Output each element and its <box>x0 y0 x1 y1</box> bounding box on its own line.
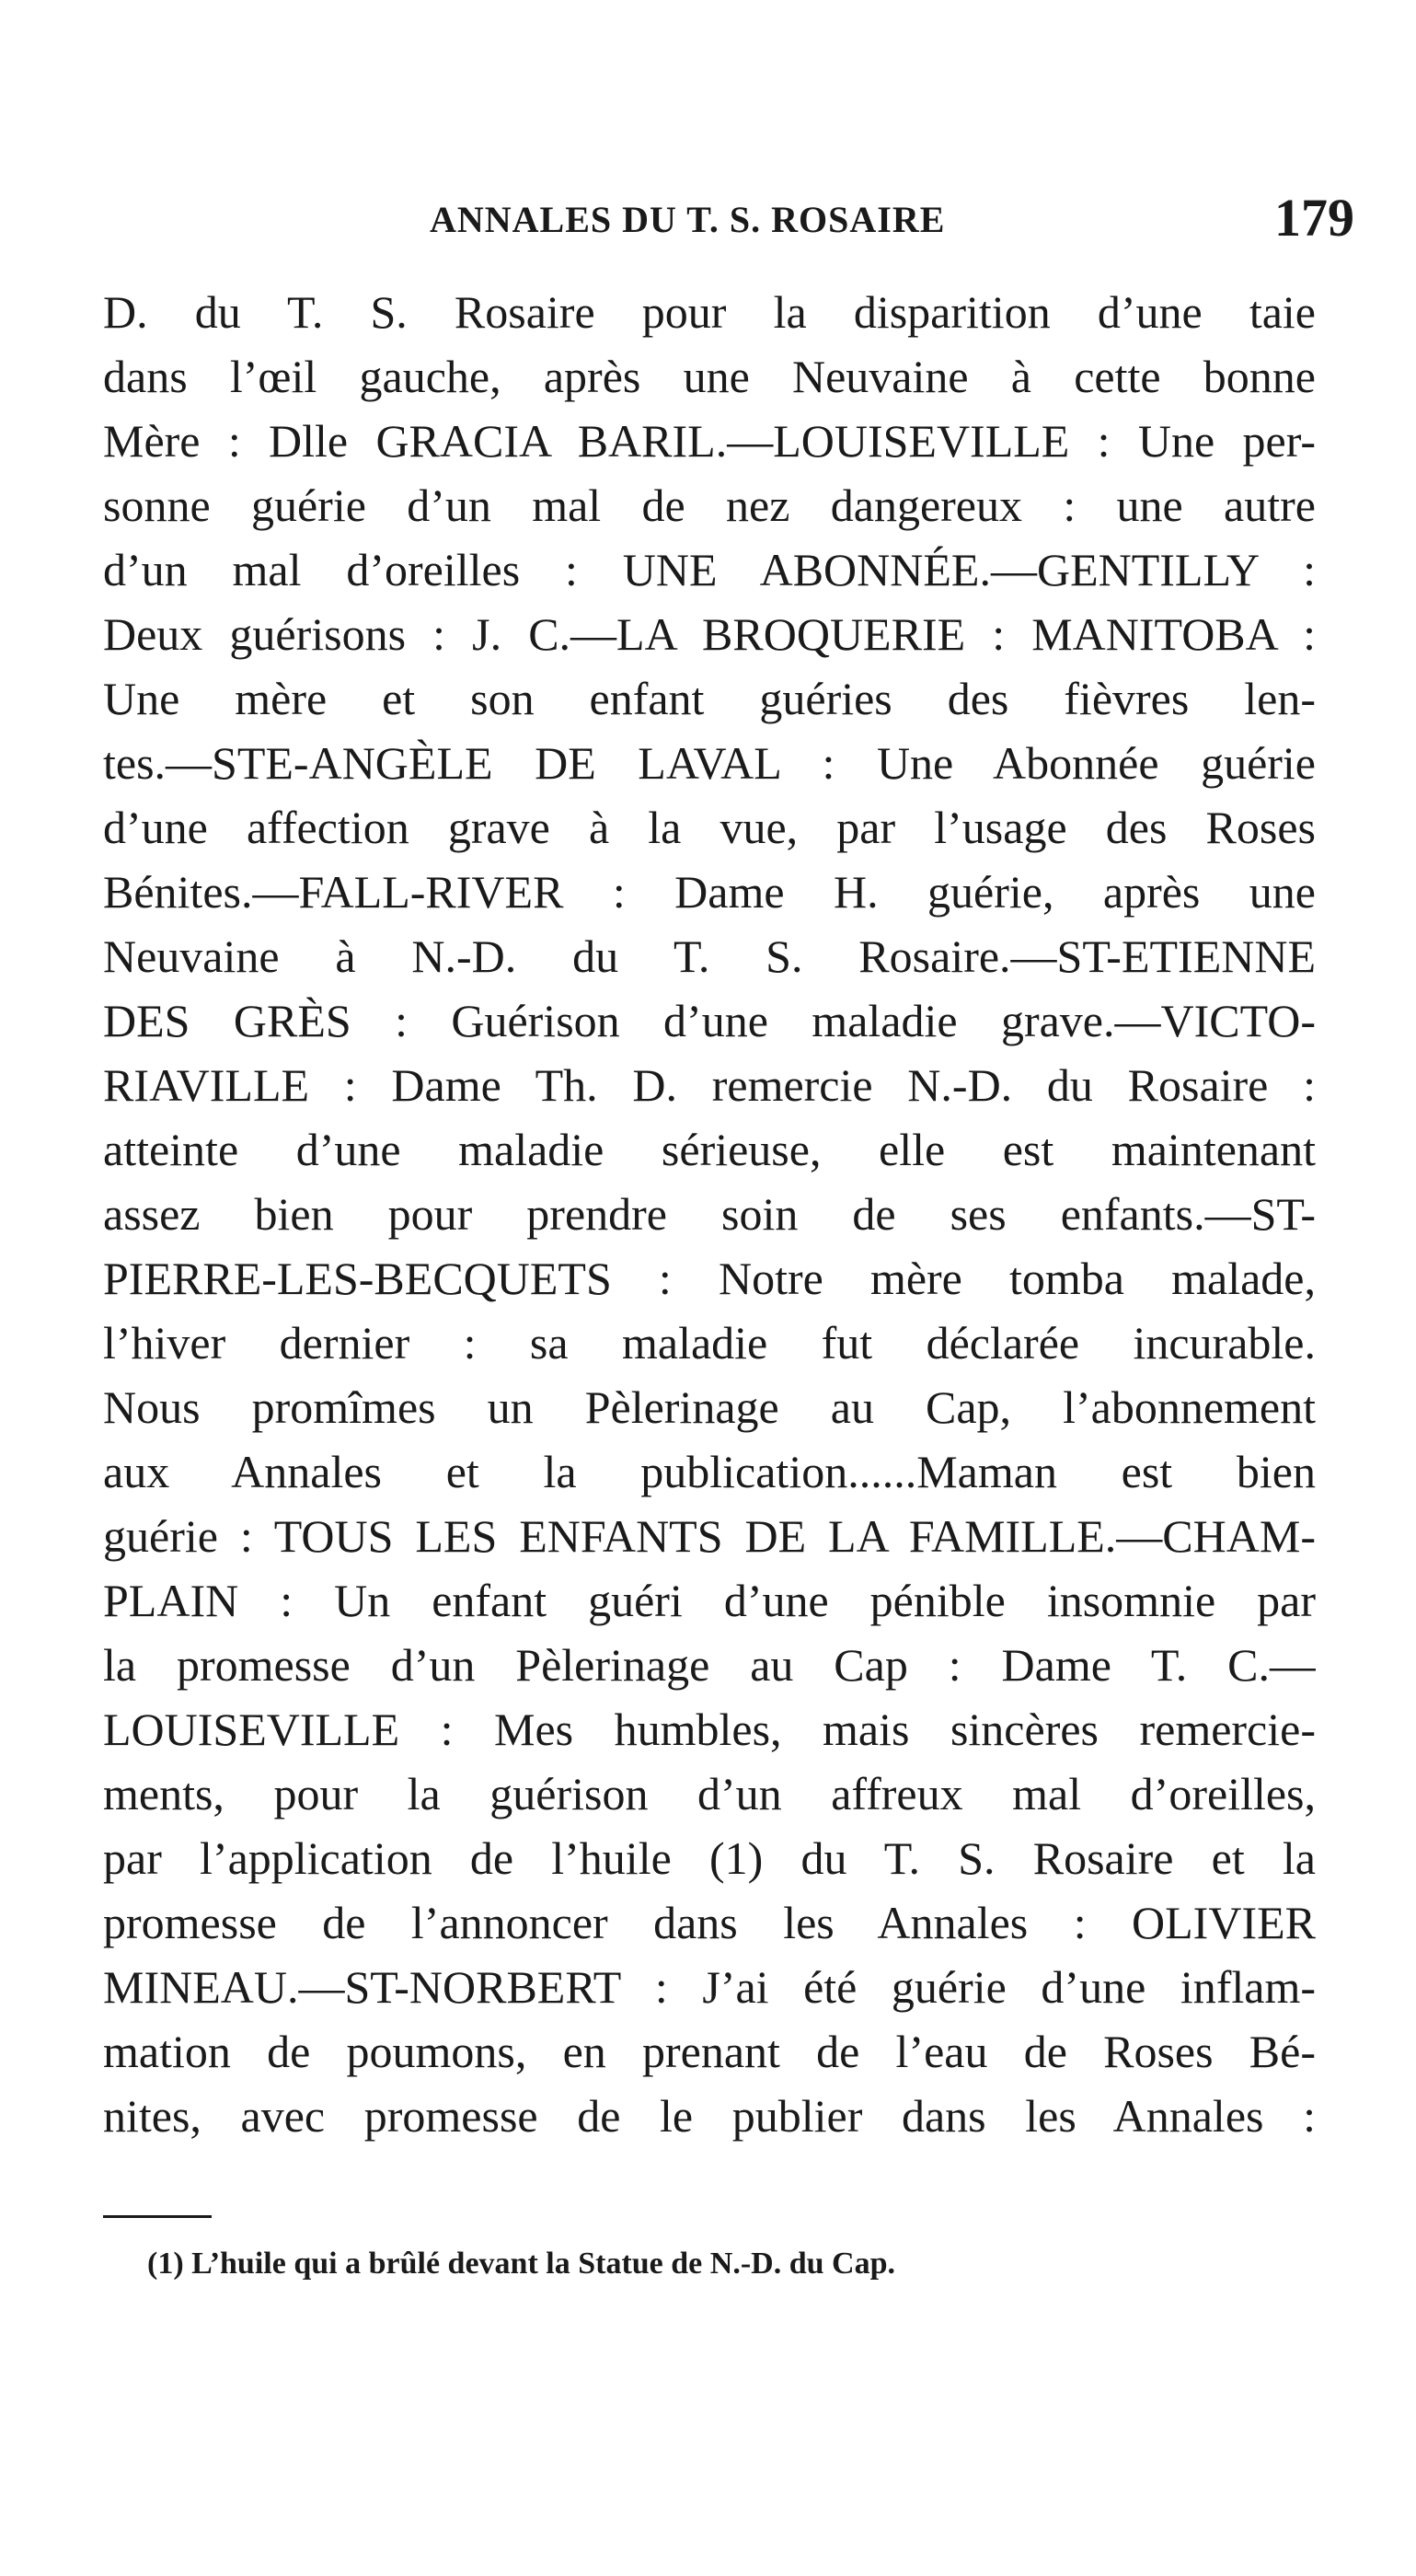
text-line: mation de poumons, en prenant de l’eau de Roses Bé- <box>103 2026 1316 2077</box>
text-line: Une mère et son enfant guéries des fièvres len- <box>103 673 1316 724</box>
page-number: 179 <box>1274 188 1354 248</box>
text-line: Nous promîmes un Pèlerinage au Cap, l’abonnement <box>103 1381 1316 1433</box>
text-line: Mère : Dlle GRACIA BARIL.—LOUISEVILLE : Une per- <box>103 415 1316 467</box>
text-line: DES GRÈS : Guérison d’une maladie grave.—VICTO- <box>103 995 1316 1046</box>
page-header <box>103 189 1354 262</box>
text-line: MINEAU.—ST-NORBERT : J’ai été guérie d’une inflam- <box>103 1961 1316 2013</box>
footnote-separator <box>103 2215 212 2218</box>
text-line: PIERRE-LES-BECQUETS : Notre mère tomba malade, <box>103 1253 1316 1304</box>
text-line: sonne guérie d’un mal de nez dangereux : une autre <box>103 479 1316 531</box>
text-line: RIAVILLE : Dame Th. D. remercie N.-D. du Rosaire : <box>103 1059 1316 1111</box>
text-line: aux Annales et la publication......Maman est bien <box>103 1446 1316 1497</box>
text-line: LOUISEVILLE : Mes humbles, mais sincères remercie- <box>103 1704 1316 1755</box>
text-line: PLAIN : Un enfant guéri d’une pénible insomnie par <box>103 1575 1316 1626</box>
text-line: Bénites.—FALL-RIVER : Dame H. guérie, après une <box>103 866 1316 918</box>
text-line: assez bien pour prendre soin de ses enfants.—ST- <box>103 1188 1316 1240</box>
text-line: promesse de l’annoncer dans les Annales : OLIVIER <box>103 1897 1316 1948</box>
text-line: la promesse d’un Pèlerinage au Cap : Dame T. C.— <box>103 1639 1316 1691</box>
text-line: guérie : TOUS LES ENFANTS DE LA FAMILLE.—CHAM- <box>103 1510 1316 1562</box>
text-line: d’un mal d’oreilles : UNE ABONNÉE.—GENTILLY : <box>103 544 1316 595</box>
text-line: tes.—STE-ANGÈLE DE LAVAL : Une Abonnée guérie <box>103 737 1316 789</box>
text-line: Neuvaine à N.-D. du T. S. Rosaire.—ST-ETIENNE <box>103 930 1316 982</box>
text-line: par l’application de l’huile (1) du T. S. Rosaire et la <box>103 1832 1316 1884</box>
text-line: l’hiver dernier : sa maladie fut déclarée incurable. <box>103 1317 1316 1369</box>
footnote: (1) L’huile qui a brûlé devant la Statue de N.-D. du Cap. <box>147 2247 895 2281</box>
text-line: Deux guérisons : J. C.—LA BROQUERIE : MANITOBA : <box>103 608 1316 660</box>
text-line: ments, pour la guérison d’un affreux mal d’oreilles, <box>103 1768 1316 1819</box>
text-line: atteinte d’une maladie sérieuse, elle est maintenant <box>103 1124 1316 1175</box>
running-title: ANNALES DU T. S. ROSAIRE <box>430 199 946 240</box>
body-text <box>103 280 1316 2148</box>
text-line: D. du T. S. Rosaire pour la disparition d’une taie <box>103 286 1316 338</box>
text-line: dans l’œil gauche, après une Neuvaine à cette bonne <box>103 351 1316 402</box>
text-line: d’une affection grave à la vue, par l’usage des Roses <box>103 802 1316 853</box>
text-line: nites, avec promesse de le publier dans les Annales : <box>103 2090 1316 2142</box>
